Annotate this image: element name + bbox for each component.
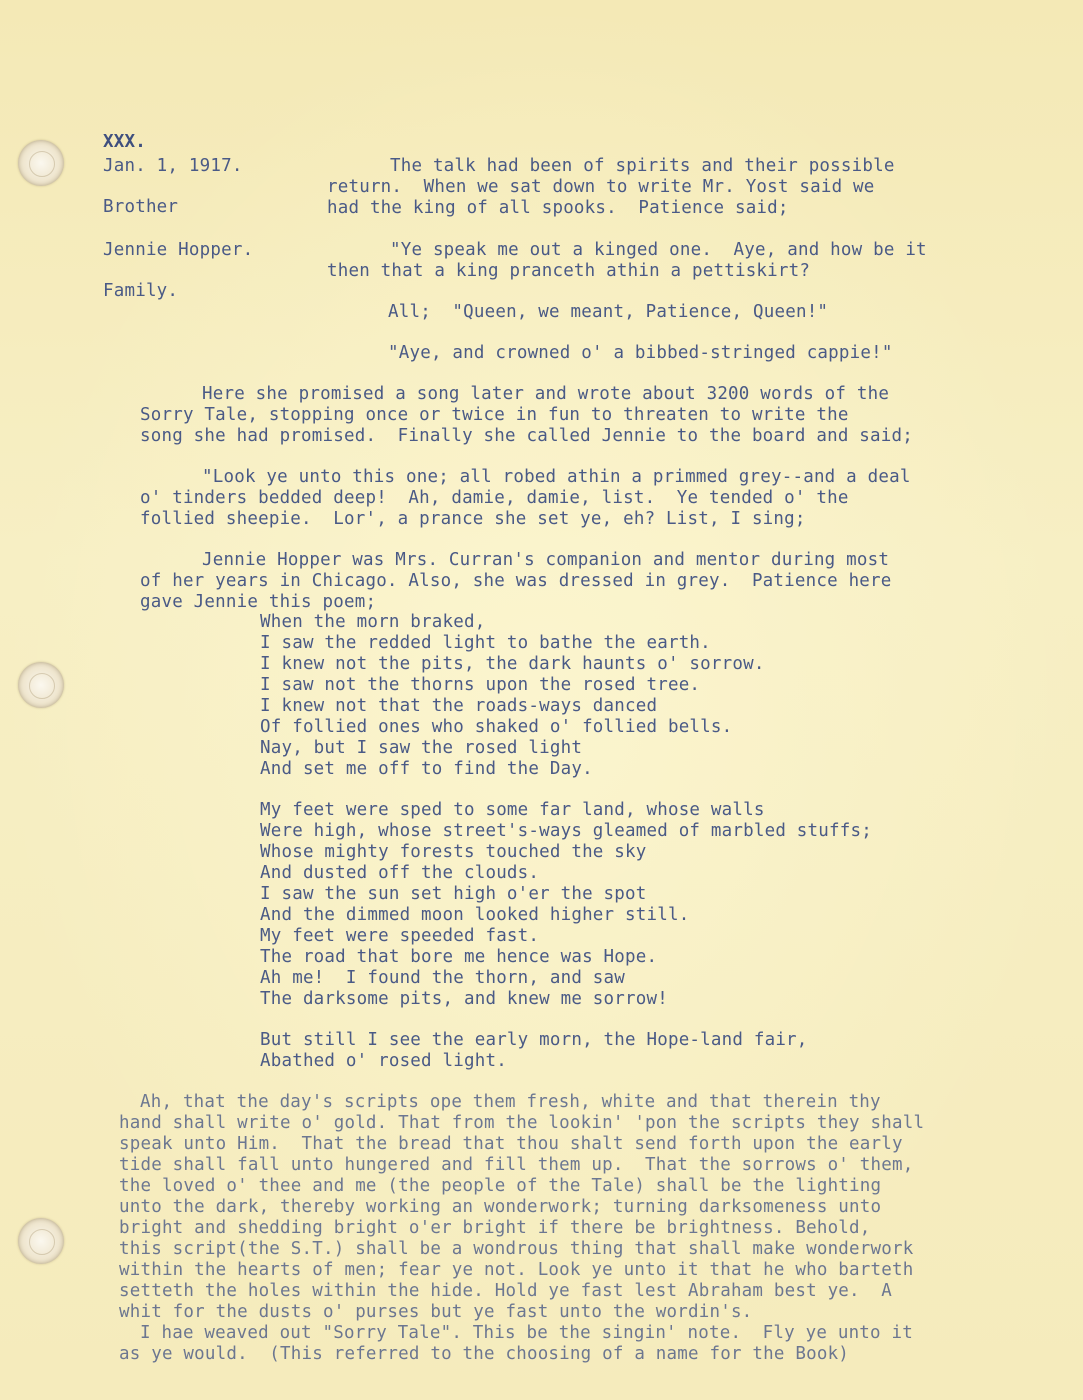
poem-line: My feet were sped to some far land, whose walls — [260, 800, 765, 820]
poem-line: The darksome pits, and knew me sorrow! — [260, 989, 668, 1009]
closing-line: as ye would. (This referred to the choosing of a name for the Book) — [119, 1344, 850, 1364]
poem-line: But still I see the early morn, the Hope-land fair, — [260, 1030, 808, 1050]
margin-note-jennie-hopper: Jennie Hopper. — [103, 240, 254, 260]
intro-line: The talk had been of spirits and their possible — [390, 156, 895, 176]
closing-line: I hae weaved out "Sorry Tale". This be the singin' note. Fly ye unto it — [140, 1323, 913, 1343]
binder-hole-middle — [18, 662, 64, 708]
narrative-line: Here she promised a song later and wrote about 3200 words of the — [202, 384, 890, 404]
closing-line: the loved o' thee and me (the people of the Tale) shall be the lighting — [119, 1176, 882, 1196]
poem-line: And the dimmed moon looked higher still. — [260, 905, 690, 925]
narrative-line: Sorry Tale, stopping once or twice in fun to threaten to write the — [140, 405, 849, 425]
closing-line: unto the dark, thereby working an wonderwork; turning darksomeness unto — [119, 1197, 882, 1217]
intro-line: had the king of all spooks. Patience said; — [327, 198, 789, 218]
poem-line: I knew not the pits, the dark haunts o' sorrow. — [260, 654, 765, 674]
note-line: gave Jennie this poem; — [140, 592, 377, 612]
closing-line: whit for the dusts o' purses but ye fast unto the wordin's. — [119, 1302, 753, 1322]
closing-line: tide shall fall unto hungered and fill them up. That the sorrows o' them, — [119, 1155, 914, 1175]
closing-line: within the hearts of men; fear ye not. Look ye unto it that he who barteth — [119, 1260, 914, 1280]
look-line: o' tinders bedded deep! Ah, damie, damie, list. Ye tended o' the — [140, 488, 849, 508]
poem-line: Abathed o' rosed light. — [260, 1051, 507, 1071]
closing-line: speak unto Him. That the bread that thou shalt send forth upon the early — [119, 1134, 903, 1154]
look-line: follied sheepie. Lor', a prance she set ye, eh? List, I sing; — [140, 509, 806, 529]
poem-line: I saw not the thorns upon the rosed tree. — [260, 675, 701, 695]
closing-line: bright and shedding bright o'er bright if there be brightness. Behold, — [119, 1218, 871, 1238]
entry-date: Jan. 1, 1917. — [103, 156, 243, 176]
dialogue-line: "Ye speak me out a kinged one. Aye, and how be it — [390, 240, 927, 260]
poem-line: When the morn braked, — [260, 612, 486, 632]
closing-line: this script(the S.T.) shall be a wondrous thing that shall make wonderwork — [119, 1239, 914, 1259]
dialogue-line: then that a king pranceth athin a pettiskirt? — [327, 261, 811, 281]
poem-line: Ah me! I found the thorn, and saw — [260, 968, 626, 988]
poem-line: And set me off to find the Day. — [260, 759, 593, 779]
closing-line: Ah, that the day's scripts ope them fresh, white and that therein thy — [140, 1092, 881, 1112]
look-line: "Look ye unto this one; all robed athin a primmed grey--and a deal — [202, 467, 911, 487]
dialogue-line: "Aye, and crowned o' a bibbed-stringed cappie!" — [388, 343, 893, 363]
margin-note-brother: Brother — [103, 197, 179, 217]
poem-line: Whose mighty forests touched the sky — [260, 842, 647, 862]
header-mark: XXX. — [103, 132, 146, 152]
binder-hole-bottom — [18, 1218, 64, 1264]
poem-line: Were high, whose street's-ways gleamed of marbled stuffs; — [260, 821, 872, 841]
margin-note-family: Family. — [103, 281, 179, 301]
narrative-line: song she had promised. Finally she called Jennie to the board and said; — [140, 426, 913, 446]
closing-line: hand shall write o' gold. That from the lookin' 'pon the scripts they shall — [119, 1113, 925, 1133]
poem-line: I saw the sun set high o'er the spot — [260, 884, 647, 904]
binder-hole-top — [18, 140, 64, 186]
intro-line: return. When we sat down to write Mr. Yost said we — [327, 177, 875, 197]
note-line: Jennie Hopper was Mrs. Curran's companion and mentor during most — [202, 550, 890, 570]
dialogue-line: All; "Queen, we meant, Patience, Queen!" — [388, 302, 829, 322]
note-line: of her years in Chicago. Also, she was dressed in grey. Patience here — [140, 571, 892, 591]
poem-line: And dusted off the clouds. — [260, 863, 540, 883]
closing-line: setteth the holes within the hide. Hold ye fast lest Abraham best ye. A — [119, 1281, 892, 1301]
poem-line: Nay, but I saw the rosed light — [260, 738, 583, 758]
poem-line: I saw the redded light to bathe the earth. — [260, 633, 711, 653]
poem-line: The road that bore me hence was Hope. — [260, 947, 658, 967]
poem-line: My feet were speeded fast. — [260, 926, 540, 946]
poem-line: Of follied ones who shaked o' follied bells. — [260, 717, 733, 737]
poem-line: I knew not that the roads-ways danced — [260, 696, 658, 716]
